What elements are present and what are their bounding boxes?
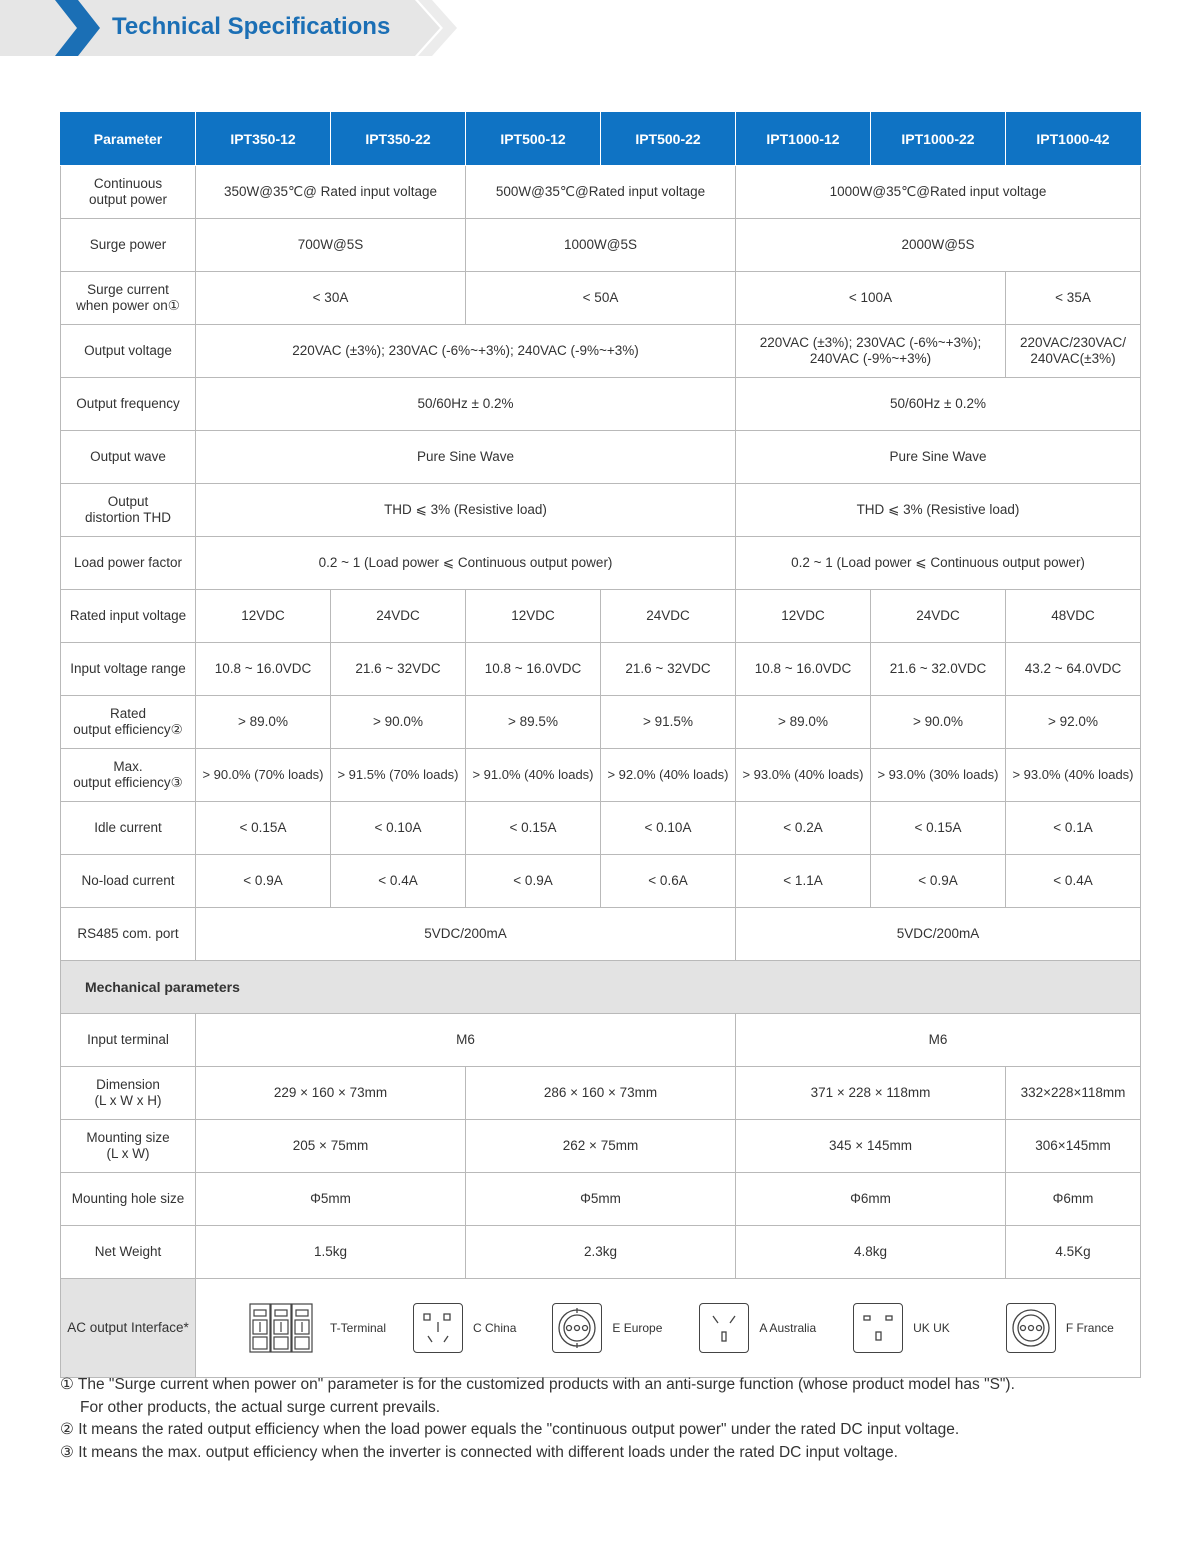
interface-label: UK UK [913, 1321, 950, 1335]
value-cell: > 93.0% (40% loads) [1006, 749, 1141, 802]
row-output-voltage [61, 325, 1141, 378]
row-rated-input-voltage [61, 590, 1141, 643]
value-cell: < 0.15A [196, 802, 331, 855]
value-cell: 5VDC/200mA [736, 908, 1141, 961]
row-dimension [61, 1067, 1141, 1120]
param-label: Rated output efficiency② [61, 696, 196, 749]
value-cell: 48VDC [1006, 590, 1141, 643]
value-cell: < 1.1A [736, 855, 871, 908]
value-cell: 229 × 160 × 73mm [196, 1067, 466, 1120]
value-cell: 0.2 ~ 1 (Load power ⩽ Continuous output power) [736, 537, 1141, 590]
value-cell: > 89.0% [196, 696, 331, 749]
param-label: RS485 com. port [61, 908, 196, 961]
value-cell: Φ5mm [196, 1173, 466, 1226]
param-label: Dimension (L x W x H) [61, 1067, 196, 1120]
value-cell: 12VDC [196, 590, 331, 643]
row-surge-current [61, 272, 1141, 325]
value-cell: < 0.9A [196, 855, 331, 908]
interface-item [413, 1303, 516, 1353]
value-cell: < 35A [1006, 272, 1141, 325]
section-mechanical [61, 961, 1141, 1014]
value-cell: 345 × 145mm [736, 1120, 1006, 1173]
param-label: Continuous output power [61, 166, 196, 219]
param-label: Load power factor [61, 537, 196, 590]
value-cell: > 93.0% (30% loads) [871, 749, 1006, 802]
value-cell: < 50A [466, 272, 736, 325]
value-cell: > 92.0% [1006, 696, 1141, 749]
ac-interface-list [196, 1295, 1140, 1361]
row-output-wave [61, 431, 1141, 484]
header-cell-model: IPT350-22 [331, 113, 466, 166]
value-cell: 332×228×118mm [1006, 1067, 1141, 1120]
value-cell: < 0.10A [331, 802, 466, 855]
row-output-frequency [61, 378, 1141, 431]
header-cell-model: IPT1000-42 [1006, 113, 1141, 166]
value-cell: < 0.6A [601, 855, 736, 908]
value-cell: < 0.4A [1006, 855, 1141, 908]
value-cell: > 89.0% [736, 696, 871, 749]
value-cell: > 91.5% [601, 696, 736, 749]
param-label: Rated input voltage [61, 590, 196, 643]
header-cell-parameter: Parameter [61, 113, 196, 166]
row-max-output-efficiency [61, 749, 1141, 802]
interface-item [248, 1300, 386, 1356]
row-load-power-factor [61, 537, 1141, 590]
param-label: Mounting size (L x W) [61, 1120, 196, 1173]
value-cell: 5VDC/200mA [196, 908, 736, 961]
value-cell: > 92.0% (40% loads) [601, 749, 736, 802]
header-cell-model: IPT1000-22 [871, 113, 1006, 166]
param-label: Surge power [61, 219, 196, 272]
param-label: Output frequency [61, 378, 196, 431]
value-cell: 24VDC [601, 590, 736, 643]
row-ac-interface [61, 1279, 1141, 1378]
value-cell: < 0.2A [736, 802, 871, 855]
value-cell: 220VAC (±3%); 230VAC (-6%~+3%); 240VAC (-9%~+3%) [196, 325, 736, 378]
row-input-terminal [61, 1014, 1141, 1067]
page-title: Technical Specifications [112, 13, 391, 40]
interface-label: T-Terminal [330, 1321, 387, 1335]
value-cell: Pure Sine Wave [196, 431, 736, 484]
interface-label: A Australia [759, 1321, 817, 1335]
interface-label: F France [1065, 1321, 1114, 1335]
footnote-1-text: ① The "Surge current when power on" parameter is for the customized products with an anti-surge function (whose product model has "S"). [60, 1376, 1015, 1393]
page-header [0, 0, 460, 56]
interface-label: E Europe [612, 1321, 663, 1335]
value-cell: Pure Sine Wave [736, 431, 1141, 484]
value-cell: 10.8 ~ 16.0VDC [196, 643, 331, 696]
footnote-1 [60, 1374, 1160, 1419]
value-cell: > 91.0% (40% loads) [466, 749, 601, 802]
value-cell: THD ⩽ 3% (Resistive load) [736, 484, 1141, 537]
value-cell: 350W@35℃@ Rated input voltage [196, 166, 466, 219]
row-mounting-hole [61, 1173, 1141, 1226]
value-cell: 4.5Kg [1006, 1226, 1141, 1279]
value-cell: < 0.1A [1006, 802, 1141, 855]
spec-table [60, 112, 1141, 1378]
value-cell: 1.5kg [196, 1226, 466, 1279]
value-cell: < 0.9A [466, 855, 601, 908]
header-cell-model: IPT500-12 [466, 113, 601, 166]
value-cell: > 89.5% [466, 696, 601, 749]
footnote-2: ② It means the rated output efficiency when the load power equals the "continuous output power" under the rated DC input voltage. [60, 1421, 960, 1438]
value-cell: > 90.0% [331, 696, 466, 749]
param-label: Net Weight [61, 1226, 196, 1279]
row-idle-current [61, 802, 1141, 855]
row-rs485 [61, 908, 1141, 961]
value-cell: Φ5mm [466, 1173, 736, 1226]
param-label: Output wave [61, 431, 196, 484]
row-input-voltage-range [61, 643, 1141, 696]
france-socket-icon [1006, 1303, 1056, 1353]
interface-item [853, 1303, 950, 1353]
param-label: Output distortion THD [61, 484, 196, 537]
value-cell: 500W@35℃@Rated input voltage [466, 166, 736, 219]
param-label: Max. output efficiency③ [61, 749, 196, 802]
australia-socket-icon [699, 1303, 749, 1353]
value-cell: 10.8 ~ 16.0VDC [466, 643, 601, 696]
interface-item [1006, 1303, 1114, 1353]
interface-label: C China [473, 1321, 517, 1335]
param-label: Idle current [61, 802, 196, 855]
param-label: Surge current when power on① [61, 272, 196, 325]
value-cell: > 90.0% [871, 696, 1006, 749]
value-cell: 220VAC/230VAC/ 240VAC(±3%) [1006, 325, 1141, 378]
value-cell: 21.6 ~ 32VDC [331, 643, 466, 696]
value-cell: 306×145mm [1006, 1120, 1141, 1173]
value-cell: 21.6 ~ 32.0VDC [871, 643, 1006, 696]
section-title: Mechanical parameters [61, 961, 1141, 1014]
row-output-thd [61, 484, 1141, 537]
footnotes [60, 1374, 1160, 1464]
table-header-row [61, 113, 1141, 166]
value-cell: 286 × 160 × 73mm [466, 1067, 736, 1120]
value-cell: < 30A [196, 272, 466, 325]
row-surge-power [61, 219, 1141, 272]
value-cell: < 0.9A [871, 855, 1006, 908]
value-cell: 12VDC [466, 590, 601, 643]
param-label: Mounting hole size [61, 1173, 196, 1226]
param-label: AC output Interface* [61, 1279, 196, 1378]
value-cell: 50/60Hz ± 0.2% [196, 378, 736, 431]
value-cell: < 0.15A [871, 802, 1006, 855]
value-cell: Φ6mm [1006, 1173, 1141, 1226]
row-noload-current [61, 855, 1141, 908]
value-cell: M6 [196, 1014, 736, 1067]
value-cell: < 100A [736, 272, 1006, 325]
param-label: Input terminal [61, 1014, 196, 1067]
value-cell: 262 × 75mm [466, 1120, 736, 1173]
ac-interface-cell [196, 1279, 1141, 1378]
value-cell: 371 × 228 × 118mm [736, 1067, 1006, 1120]
value-cell: 21.6 ~ 32VDC [601, 643, 736, 696]
value-cell: 1000W@35℃@Rated input voltage [736, 166, 1141, 219]
interface-item [699, 1303, 816, 1353]
row-continuous-output-power [61, 166, 1141, 219]
value-cell: 24VDC [871, 590, 1006, 643]
value-cell: > 93.0% (40% loads) [736, 749, 871, 802]
value-cell: 43.2 ~ 64.0VDC [1006, 643, 1141, 696]
value-cell: 4.8kg [736, 1226, 1006, 1279]
interface-item [552, 1303, 662, 1353]
value-cell: < 0.15A [466, 802, 601, 855]
value-cell: > 90.0% (70% loads) [196, 749, 331, 802]
header-cell-model: IPT1000-12 [736, 113, 871, 166]
europe-socket-icon [552, 1303, 602, 1353]
uk-socket-icon [853, 1303, 903, 1353]
t-terminal-icon [248, 1300, 316, 1356]
value-cell: 12VDC [736, 590, 871, 643]
value-cell: THD ⩽ 3% (Resistive load) [196, 484, 736, 537]
header-cell-model: IPT500-22 [601, 113, 736, 166]
footnote-1-continuation: For other products, the actual surge current prevails. [80, 1398, 441, 1416]
value-cell: 2000W@5S [736, 219, 1141, 272]
header-cell-model: IPT350-12 [196, 113, 331, 166]
param-label: Input voltage range [61, 643, 196, 696]
value-cell: 700W@5S [196, 219, 466, 272]
value-cell: 2.3kg [466, 1226, 736, 1279]
value-cell: 205 × 75mm [196, 1120, 466, 1173]
param-label: Output voltage [61, 325, 196, 378]
value-cell: < 0.10A [601, 802, 736, 855]
china-socket-icon [413, 1303, 463, 1353]
value-cell: 24VDC [331, 590, 466, 643]
value-cell: > 91.5% (70% loads) [331, 749, 466, 802]
value-cell: 220VAC (±3%); 230VAC (-6%~+3%); 240VAC (-9%~+3%) [736, 325, 1006, 378]
row-rated-output-efficiency [61, 696, 1141, 749]
value-cell: 0.2 ~ 1 (Load power ⩽ Continuous output power) [196, 537, 736, 590]
value-cell: 1000W@5S [466, 219, 736, 272]
param-label: No-load current [61, 855, 196, 908]
row-mounting-size [61, 1120, 1141, 1173]
value-cell: M6 [736, 1014, 1141, 1067]
value-cell: Φ6mm [736, 1173, 1006, 1226]
row-net-weight [61, 1226, 1141, 1279]
value-cell: 50/60Hz ± 0.2% [736, 378, 1141, 431]
value-cell: 10.8 ~ 16.0VDC [736, 643, 871, 696]
value-cell: < 0.4A [331, 855, 466, 908]
footnote-3: ③ It means the max. output efficiency when the inverter is connected with different loads under the rated DC input voltage. [60, 1443, 898, 1461]
